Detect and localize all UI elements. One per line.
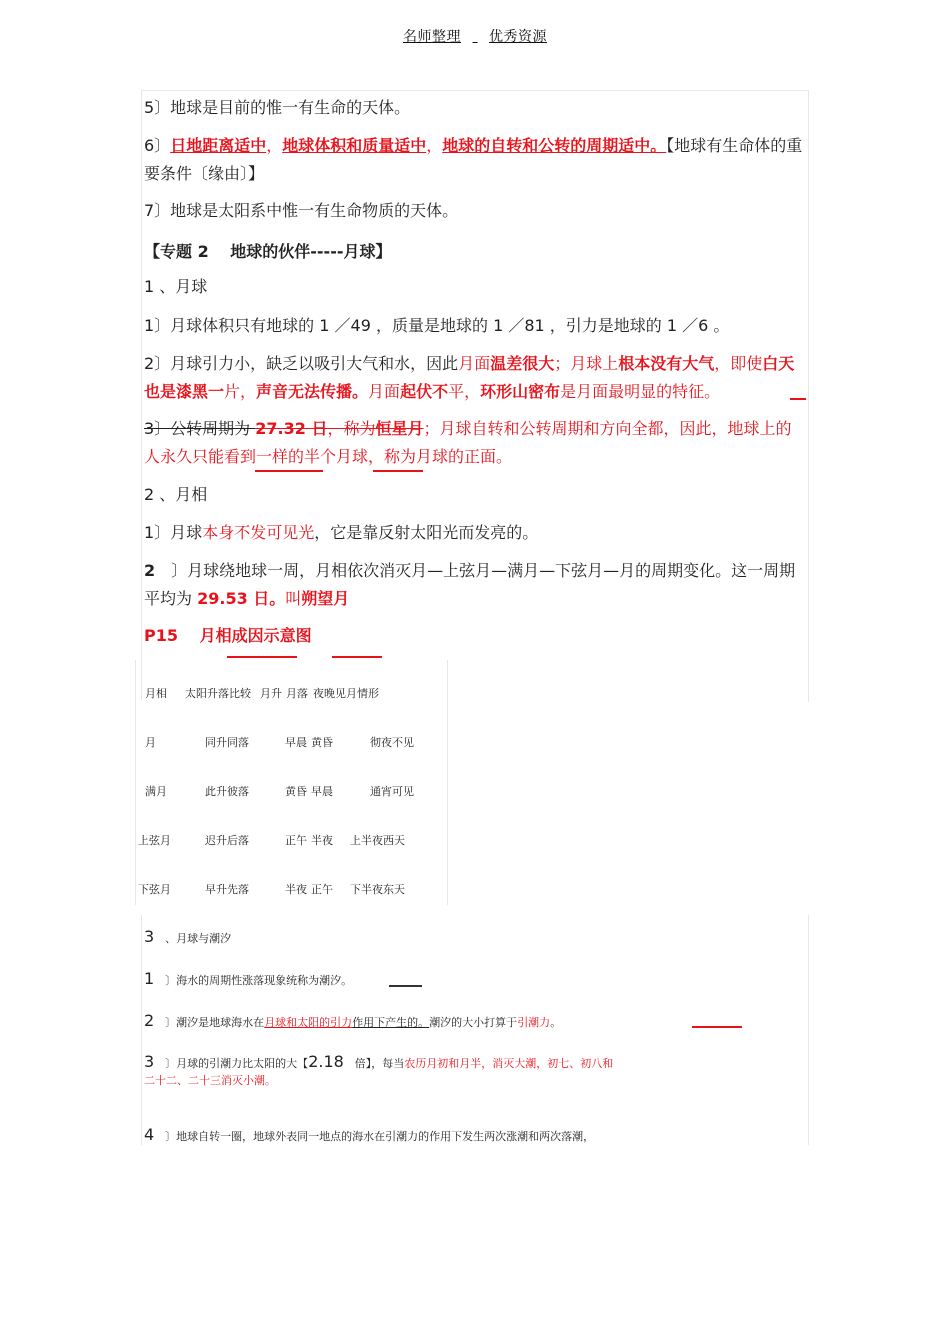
- phase-1-t2: 本身不发可见光: [202, 523, 315, 542]
- table-cell: 早升先落: [205, 883, 249, 896]
- moon-2-t7: 白天也是漆黑一: [144, 354, 795, 401]
- tide-3-t4: 农历月初和月半，消灭大潮，初七、初八和: [404, 1057, 614, 1070]
- tide-2-t1: 〕潮汐是地球海水在: [154, 1016, 265, 1029]
- moon-3-t5: ；月球自转和公转周期和方向全都，因此，地球上的人永久只能看到一样的半个月球，称为月球的正面。: [144, 419, 792, 466]
- para-6-comma-2: ，: [426, 136, 443, 155]
- frame-right-bottom: [808, 915, 809, 1145]
- phase-para-2: [144, 557, 804, 613]
- table-cell: 上半夜西天: [350, 834, 405, 847]
- table-cell: 此升彼落: [205, 785, 249, 798]
- para-5: [144, 94, 804, 122]
- table-cell: 半夜: [285, 883, 307, 896]
- phase-2-t3: 叫: [285, 589, 302, 608]
- moon-3-t2: 27.32 日: [255, 419, 328, 438]
- moon-2-t3: 温差很大: [490, 354, 555, 373]
- moon-2-t1: 2〕月球引力小，缺乏以吸引大气和水，因此: [144, 354, 459, 373]
- moon-2-t9: 声音无法传播。: [256, 382, 369, 401]
- para-6-red-2: 地球体积和质量适中: [282, 136, 427, 155]
- table-cell: 下弦月: [138, 883, 171, 896]
- moon-2-t12: 平，: [448, 382, 481, 401]
- topic-2-heading: [144, 238, 804, 266]
- moon-para-1: [144, 312, 804, 340]
- moon-2-t2: 月面: [458, 354, 491, 373]
- moon-3-t4: 恒星月: [375, 419, 424, 438]
- table-cell: 早晨: [311, 785, 333, 798]
- tide-2-num: 2: [144, 1011, 155, 1030]
- frame-table-left: [135, 660, 136, 905]
- section-1-text: 1 、月球: [144, 277, 208, 296]
- frame-left-top: [141, 90, 142, 700]
- phase-1-t1: 1〕月球: [144, 523, 203, 542]
- header-right: 优秀资源: [489, 29, 547, 45]
- tide-3-t1: 〕月球的引潮力比太阳的大【: [154, 1057, 309, 1070]
- table-cell: 黄昏: [311, 736, 333, 749]
- table-header-phase: 月相: [145, 687, 167, 700]
- table-cell: 早晨: [285, 736, 307, 749]
- tide-1-text: 〕海水的周期性涨落现象统称为潮汐。: [154, 974, 353, 987]
- table-cell: 彻夜不见: [370, 736, 414, 749]
- tide-2-t3: 作用下产生的。: [352, 1016, 430, 1029]
- para-6: [144, 132, 804, 188]
- phase-para-1: [144, 519, 804, 547]
- frame-top: [141, 90, 809, 91]
- phase-2-t4: 朔望月: [301, 589, 350, 608]
- table-cell: 下半夜东天: [350, 883, 405, 896]
- para-6-red-1: 日地距离适中: [170, 136, 267, 155]
- table-header-rise: 月升: [260, 687, 282, 700]
- phase-2-t2: 29.53 日。: [197, 589, 286, 608]
- moon-2-t14: 是月面最明显的特征。: [560, 382, 721, 401]
- tide-4-text: 〕地球自转一圈，地球外表同一地点的海水在引潮力的作用下发生两次涨潮和两次落潮，: [154, 1130, 595, 1143]
- frame-table-right: [447, 660, 448, 905]
- phase-2-num: 2: [144, 561, 156, 580]
- p15-text: P15 月相成因示意图: [144, 626, 312, 645]
- phase-1-t3: ，它是靠反射太阳光而发亮的。: [314, 523, 539, 542]
- tide-2-t4: 潮汐的大小打算于: [429, 1016, 518, 1029]
- tide-2-t2: 月球和太阳的引力: [264, 1016, 353, 1029]
- moon-2-t8: 片，: [224, 382, 257, 401]
- tide-1-num: 1: [144, 969, 155, 988]
- section-3-title: [144, 927, 231, 946]
- para-7: [144, 197, 804, 225]
- moon-2-t5: 根本没有大气: [618, 354, 715, 373]
- caption-underline-2: [332, 656, 382, 658]
- moon-para-2: [144, 350, 804, 406]
- caption-underline-1: [227, 656, 297, 658]
- tide-para-1: [144, 969, 352, 988]
- table-cell: 黄昏: [285, 785, 307, 798]
- p15-caption: [144, 622, 804, 650]
- para-6-prefix: 6〕: [144, 136, 171, 155]
- tide-para-3: [144, 1053, 613, 1089]
- table-header-set: 月落: [286, 687, 308, 700]
- tide-para-2: [144, 1011, 561, 1030]
- moon-2-t10: 月面: [368, 382, 401, 401]
- table-cell: 满月: [145, 785, 167, 798]
- table-header-sun: 太阳升落比较: [185, 687, 251, 700]
- tide-2-blank: [692, 1026, 742, 1028]
- moon-2-t6: ，即使: [714, 354, 763, 373]
- tide-2-t5: 引潮力: [517, 1016, 551, 1029]
- section-1-title: [144, 273, 804, 301]
- header-left: 名师整理: [403, 29, 461, 45]
- tide-2-t6: 。: [550, 1016, 562, 1029]
- moon-2-t4: ；月球上: [554, 354, 619, 373]
- tide-1-blank: [389, 985, 422, 987]
- tide-4-num: 4: [144, 1125, 155, 1144]
- table-cell: 同升同落: [205, 736, 249, 749]
- section-3-num: 3: [144, 927, 155, 946]
- frame-left-bottom: [141, 915, 142, 1145]
- tide-para-4: [144, 1125, 594, 1144]
- table-cell: 通宵可见: [370, 785, 414, 798]
- table-cell: 半夜: [311, 834, 333, 847]
- section-2-text: 2 、月相: [144, 485, 208, 504]
- table-cell: 正午: [311, 883, 333, 896]
- table-header-night: 夜晚见月情形: [313, 687, 379, 700]
- table-cell: 上弦月: [138, 834, 171, 847]
- para-7-text: 7〕地球是太阳系中惟一有生命物质的天体。: [144, 201, 459, 220]
- underline-mark-1: [255, 470, 323, 472]
- underline-mark-2: [373, 470, 423, 472]
- para-6-comma-1: ，: [266, 136, 283, 155]
- section-3-text: 、月球与潮汐: [154, 932, 232, 945]
- moon-2-t11: 起伏不: [400, 382, 449, 401]
- tide-3-t2: 2.18: [308, 1052, 344, 1071]
- para-6-red-3: 地球的自转和公转的周期适中。: [442, 136, 667, 155]
- phase-2-t1: 〕月球绕地球一周，月相依次消灭月—上弦月—满月—下弦月—月的周期变化。这一周期平均为: [144, 561, 796, 608]
- tide-3-t3: 倍】，每当: [343, 1057, 405, 1070]
- table-cell: 迟升后落: [205, 834, 249, 847]
- para-5-text: 5〕地球是目前的惟一有生命的天体。: [144, 98, 411, 117]
- tide-3-t5: 二十二、二十三消灭小潮。: [144, 1074, 276, 1087]
- moon-para-3: [144, 415, 804, 471]
- red-dash-mark: [790, 398, 806, 400]
- moon-2-t13: 环形山密布: [480, 382, 561, 401]
- para-6-tail: 【地球有生命体的重要条件〔缘由〕】: [144, 136, 803, 183]
- frame-right-top: [808, 90, 809, 702]
- section-2-title: [144, 481, 804, 509]
- tide-3-num: 3: [144, 1052, 155, 1071]
- table-cell: 正午: [285, 834, 307, 847]
- moon-3-t1: 3〕公转周期为: [144, 419, 256, 438]
- topic-2-text: 【专题 2 地球的伙伴-----月球】: [144, 242, 392, 261]
- header-gap: [461, 29, 489, 45]
- moon-para-1-text: 1〕月球体积只有地球的 1 ／49 ，质量是地球的 1 ／81 ，引力是地球的 1 ／6 。: [144, 316, 730, 335]
- table-cell: 月: [145, 736, 156, 749]
- moon-3-t3: ，称为: [327, 419, 376, 438]
- page-header: [0, 26, 950, 46]
